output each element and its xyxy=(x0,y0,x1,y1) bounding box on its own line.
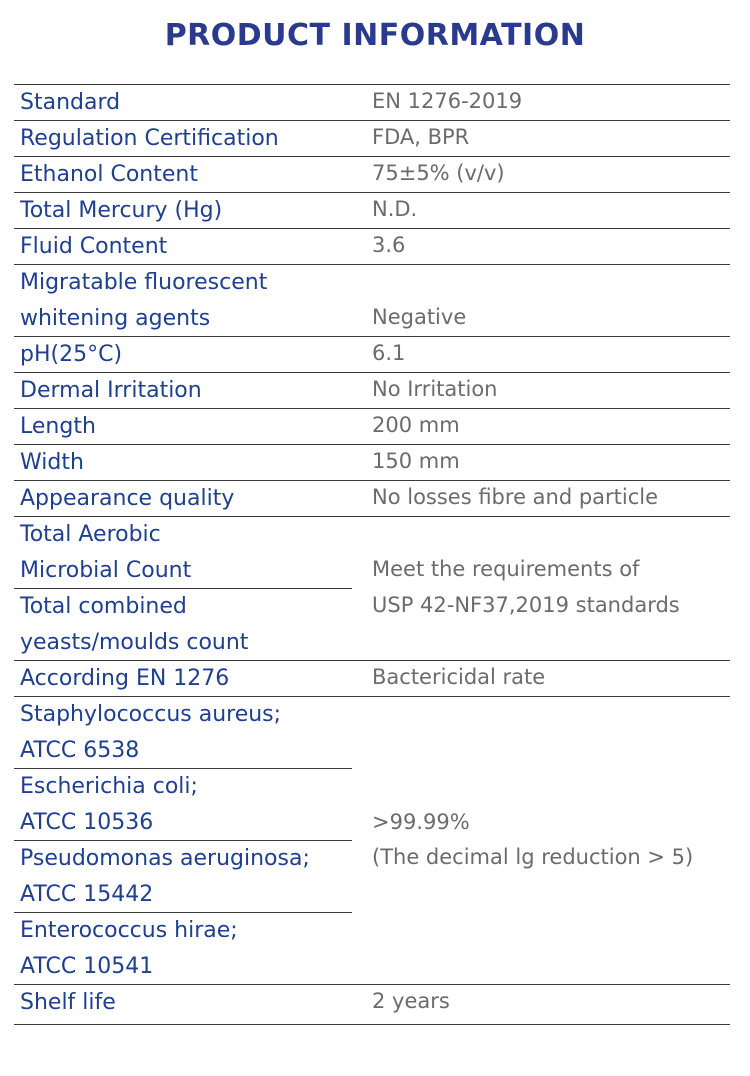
row-divider xyxy=(14,588,352,589)
spec-value: 200 mm xyxy=(372,413,460,437)
row-divider xyxy=(14,516,730,517)
row-divider xyxy=(14,372,730,373)
spec-value: FDA, BPR xyxy=(372,125,470,149)
page-title: PRODUCT INFORMATION xyxy=(164,18,586,53)
row-divider xyxy=(14,840,352,841)
spec-label: Appearance quality xyxy=(20,486,235,511)
spec-value: 150 mm xyxy=(372,449,460,473)
spec-label: yeasts/moulds count xyxy=(20,630,249,655)
spec-label: Staphylococcus aureus; xyxy=(20,702,282,727)
spec-value: EN 1276-2019 xyxy=(372,89,523,113)
row-divider xyxy=(14,696,730,697)
row-divider xyxy=(14,408,730,409)
spec-label: Migratable fluorescent xyxy=(20,270,268,295)
spec-label: pH(25°C) xyxy=(20,342,123,367)
row-divider xyxy=(14,984,730,985)
spec-label: Width xyxy=(20,450,84,475)
spec-value: 2 years xyxy=(372,989,450,1013)
row-divider xyxy=(14,480,730,481)
row-divider xyxy=(14,768,352,769)
spec-label: whitening agents xyxy=(20,306,211,331)
spec-label: Enterococcus hirae; xyxy=(20,918,238,943)
spec-label: Regulation Certification xyxy=(20,126,279,151)
row-divider xyxy=(14,228,730,229)
spec-label: Shelf life xyxy=(20,990,116,1015)
spec-label: ATCC 10541 xyxy=(20,954,154,979)
row-divider xyxy=(14,336,730,337)
spec-label: Dermal Irritation xyxy=(20,378,202,403)
spec-label: Length xyxy=(20,414,96,439)
row-divider xyxy=(14,1024,730,1025)
row-divider xyxy=(14,660,730,661)
row-divider xyxy=(14,264,730,265)
row-divider xyxy=(14,156,730,157)
spec-value: >99.99% xyxy=(372,810,470,834)
spec-value: USP 42-NF37,2019 standards xyxy=(372,593,680,617)
spec-value: (The decimal lg reduction > 5) xyxy=(372,845,694,869)
row-divider xyxy=(14,444,730,445)
spec-label: Escherichia coli; xyxy=(20,774,198,799)
spec-label: Total Mercury (Hg) xyxy=(20,198,223,223)
spec-value: Meet the requirements of xyxy=(372,557,640,581)
spec-label: ATCC 10536 xyxy=(20,810,154,835)
spec-value: 3.6 xyxy=(372,233,406,257)
row-divider xyxy=(14,192,730,193)
spec-value: Negative xyxy=(372,305,467,329)
spec-label: According EN 1276 xyxy=(20,666,230,691)
spec-value: N.D. xyxy=(372,197,418,221)
spec-value: Bactericidal rate xyxy=(372,665,546,689)
spec-value: 6.1 xyxy=(372,341,406,365)
spec-value: No losses fibre and particle xyxy=(372,485,659,509)
spec-value: 75±5% (v/v) xyxy=(372,161,505,185)
spec-label: ATCC 6538 xyxy=(20,738,140,763)
spec-label: ATCC 15442 xyxy=(20,882,154,907)
spec-label: Fluid Content xyxy=(20,234,168,259)
spec-label: Pseudomonas aeruginosa; xyxy=(20,846,310,871)
spec-label: Total combined xyxy=(20,594,187,619)
row-divider xyxy=(14,120,730,121)
spec-label: Standard xyxy=(20,90,121,115)
spec-label: Ethanol Content xyxy=(20,162,198,187)
spec-value: No Irritation xyxy=(372,377,498,401)
spec-label: Microbial Count xyxy=(20,558,192,583)
row-divider xyxy=(14,84,730,85)
spec-label: Total Aerobic xyxy=(20,522,161,547)
row-divider xyxy=(14,912,352,913)
